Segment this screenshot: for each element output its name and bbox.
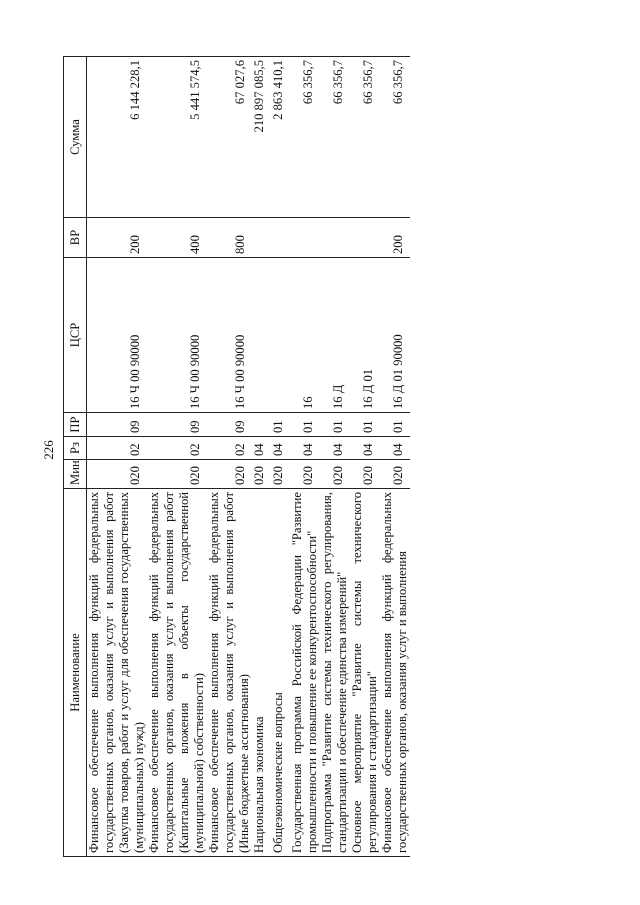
column-header-name: Наименование — [64, 489, 87, 857]
cell-csr: 16 Д 01 90000 — [380, 258, 410, 413]
cell-pr: 01 — [380, 413, 410, 437]
cell-rz: 04 — [350, 437, 380, 460]
cell-name: Подпрограмма "Развитие системы технического регулирования, стандартизации и обеспечение единства измерений" — [320, 489, 350, 857]
cell-csr: 16 Д 01 — [350, 258, 380, 413]
cell-pr: 01 — [271, 413, 290, 437]
cell-name: Основное мероприятие "Развитие системы технического регулирования и стандартизации" — [350, 489, 380, 857]
table-row — [380, 57, 410, 857]
table-row — [271, 57, 290, 857]
table-row — [290, 57, 320, 857]
cell-csr: 16 Ч 00 90000 — [207, 258, 252, 413]
cell-vr: 800 — [207, 218, 252, 258]
cell-sum: 66 356,7 — [320, 57, 350, 218]
table-row — [320, 57, 350, 857]
cell-csr: 16 Ч 00 90000 — [147, 258, 207, 413]
cell-min: 020 — [207, 460, 252, 489]
cell-rz: 02 — [207, 437, 252, 460]
table-header-row — [64, 57, 87, 857]
page-number: 226 — [41, 440, 56, 460]
cell-csr: 16 Ч 00 90000 — [87, 258, 148, 413]
column-header-rz: Рз — [64, 437, 87, 460]
cell-rz: 02 — [147, 437, 207, 460]
cell-sum: 6 144 228,1 — [87, 57, 148, 218]
column-header-min: Мин — [64, 460, 87, 489]
cell-min: 020 — [350, 460, 380, 489]
cell-name: Государственная программа Российской Федерации "Развитие промышленности и повышение ее конкурентоспособности" — [290, 489, 320, 857]
cell-vr: 200 — [380, 218, 410, 258]
cell-rz: 04 — [271, 437, 290, 460]
cell-min: 020 — [320, 460, 350, 489]
table-row — [87, 57, 148, 857]
table-body — [87, 57, 411, 857]
cell-csr: 16 Д — [320, 258, 350, 413]
column-header-pr: ПР — [64, 413, 87, 437]
cell-rz: 04 — [380, 437, 410, 460]
cell-sum: 5 441 574,5 — [147, 57, 207, 218]
cell-rz: 04 — [320, 437, 350, 460]
cell-sum: 2 863 410,1 — [271, 57, 290, 218]
cell-vr — [290, 218, 320, 258]
cell-vr: 200 — [87, 218, 148, 258]
cell-sum: 66 356,7 — [350, 57, 380, 218]
cell-min: 020 — [252, 460, 271, 489]
rotated-table-area — [63, 57, 606, 857]
cell-pr: 01 — [350, 413, 380, 437]
column-header-csr: ЦСР — [64, 258, 87, 413]
cell-name: Финансовое обеспечение выполнения функций федеральных государственных органов, оказания услуг и выполнения работ (Капитальные вложения в объекты государственной (муниципальной) собственности) — [147, 489, 207, 857]
cell-min: 020 — [147, 460, 207, 489]
cell-vr — [271, 218, 290, 258]
cell-vr — [320, 218, 350, 258]
cell-name: Финансовое обеспечение выполнения функций федеральных государственных органов, оказания услуг и выполнения работ (Иные бюджетные ассигнования) — [207, 489, 252, 857]
cell-sum: 210 897 085,5 — [252, 57, 271, 218]
cell-pr: 09 — [147, 413, 207, 437]
table-row — [147, 57, 207, 857]
column-header-vr: ВР — [64, 218, 87, 258]
cell-min: 020 — [290, 460, 320, 489]
cell-pr: 01 — [320, 413, 350, 437]
cell-name: Общеэкономические вопросы — [271, 489, 290, 857]
cell-sum: 67 027,6 — [207, 57, 252, 218]
cell-csr — [252, 258, 271, 413]
cell-vr — [252, 218, 271, 258]
cell-min: 020 — [271, 460, 290, 489]
cell-csr: 16 — [290, 258, 320, 413]
cell-csr — [271, 258, 290, 413]
table-row — [350, 57, 380, 857]
column-header-sum: Сумма — [64, 57, 87, 218]
cell-name: Национальная экономика — [252, 489, 271, 857]
cell-pr — [252, 413, 271, 437]
cell-min: 020 — [380, 460, 410, 489]
cell-name: Финансовое обеспечение выполнения функций федеральных государственных органов, оказания услуг и выполнения работ (Закупка товаров, работ и услуг для обеспечения государственных (муниципальных) нужд) — [87, 489, 148, 857]
cell-rz: 02 — [87, 437, 148, 460]
cell-vr: 400 — [147, 218, 207, 258]
cell-pr: 09 — [87, 413, 148, 437]
cell-sum: 66 356,7 — [290, 57, 320, 218]
table-row — [207, 57, 252, 857]
cell-rz: 04 — [290, 437, 320, 460]
cell-sum: 66 356,7 — [380, 57, 410, 218]
cell-pr: 09 — [207, 413, 252, 437]
cell-min: 020 — [87, 460, 148, 489]
table-row — [252, 57, 271, 857]
cell-rz: 04 — [252, 437, 271, 460]
budget-table — [63, 56, 410, 857]
cell-pr: 01 — [290, 413, 320, 437]
cell-name: Финансовое обеспечение выполнения функций федеральных государственных органов, оказания услуг и выполнения — [380, 489, 410, 857]
cell-vr — [350, 218, 380, 258]
